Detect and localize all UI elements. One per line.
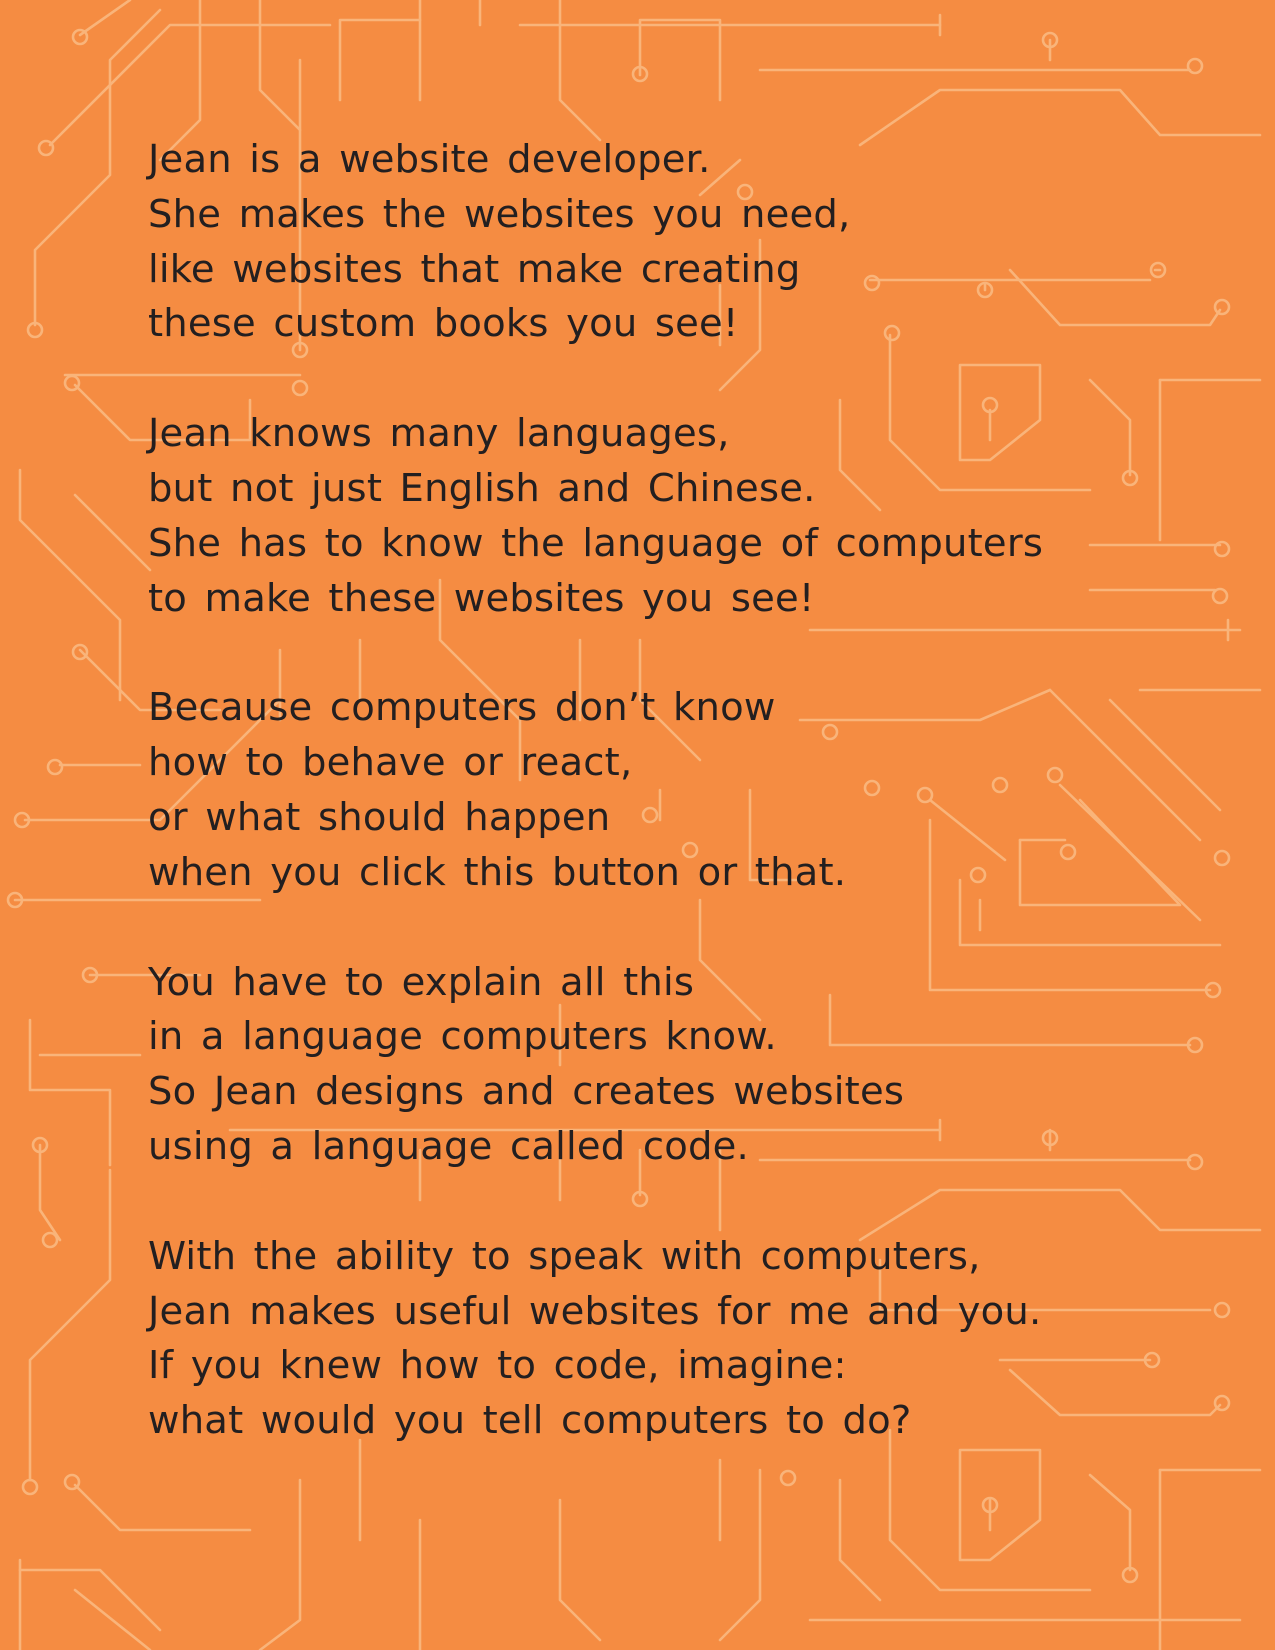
poem-line: when you click this button or that. bbox=[148, 849, 847, 895]
poem bbox=[148, 133, 1148, 1504]
poem-line: these custom books you see! bbox=[148, 301, 739, 347]
poem-line: using a language called code. bbox=[148, 1123, 749, 1169]
poem-line: She has to know the language of computers bbox=[148, 520, 1044, 566]
poem-line: Jean knows many languages, bbox=[148, 411, 730, 457]
poem-line: With the ability to speak with computers, bbox=[148, 1233, 981, 1279]
stanza-5 bbox=[148, 1230, 1148, 1449]
poem-line: but not just English and Chinese. bbox=[148, 465, 816, 511]
poem-line: or what should happen bbox=[148, 794, 611, 840]
poem-line: Jean is a website developer. bbox=[148, 137, 711, 182]
stanza-4 bbox=[148, 956, 1148, 1175]
poem-line: to make these websites you see! bbox=[148, 575, 815, 621]
stanza-2 bbox=[148, 407, 1148, 626]
poem-line: Jean makes useful websites for me and you. bbox=[148, 1288, 1042, 1334]
poem-line: what would you tell computers to do? bbox=[148, 1398, 912, 1444]
stanza-3 bbox=[148, 681, 1148, 900]
poem-line: like websites that make creating bbox=[148, 246, 801, 292]
poem-line: Because computers don’t know bbox=[148, 685, 776, 731]
poem-line: She makes the websites you need, bbox=[148, 191, 851, 237]
stanza-1 bbox=[148, 133, 1148, 352]
poem-line: how to behave or react, bbox=[148, 740, 633, 786]
poem-line: If you knew how to code, imagine: bbox=[148, 1343, 847, 1389]
poem-line: in a language computers know. bbox=[148, 1014, 777, 1060]
poem-line: So Jean designs and creates websites bbox=[148, 1069, 905, 1115]
poem-line: You have to explain all this bbox=[148, 959, 695, 1005]
